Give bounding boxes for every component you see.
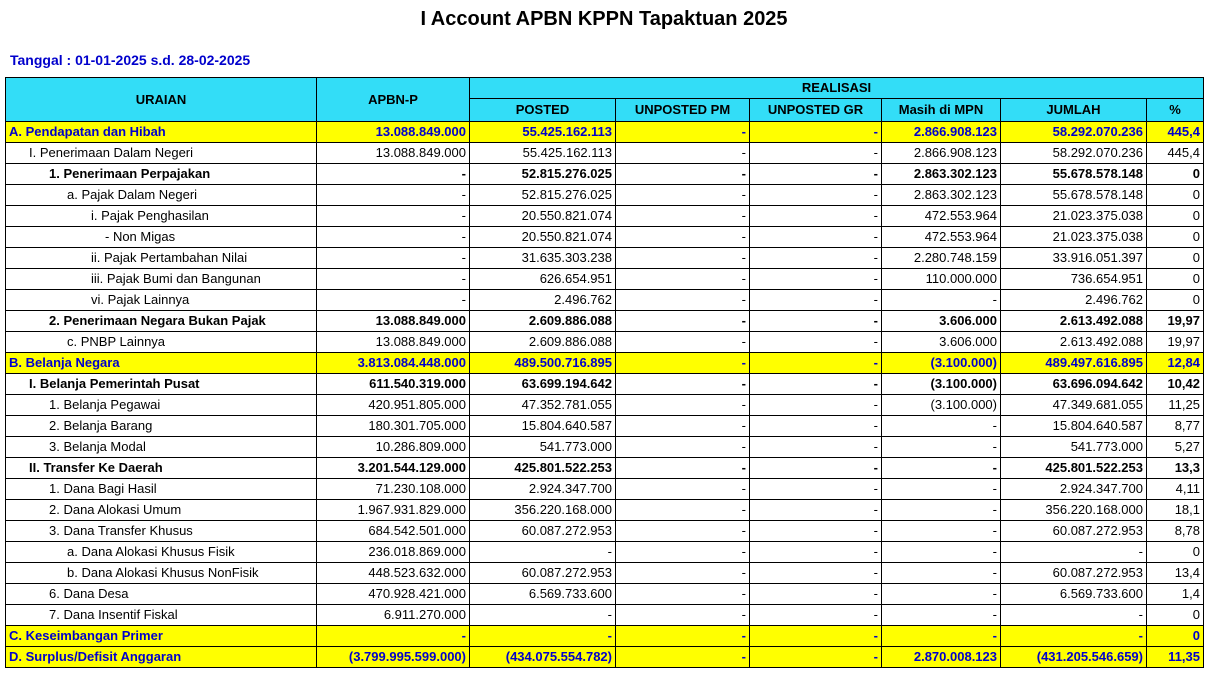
unposted-gr-cell: - <box>750 416 882 437</box>
percent-cell: 12,84 <box>1147 353 1204 374</box>
masih-cell: (3.100.000) <box>882 353 1001 374</box>
apbn-cell: 3.201.544.129.000 <box>317 458 470 479</box>
percent-cell: 0 <box>1147 269 1204 290</box>
uraian-cell: 2. Dana Alokasi Umum <box>6 500 317 521</box>
uraian-cell: a. Pajak Dalam Negeri <box>6 185 317 206</box>
table-row <box>6 500 1204 521</box>
percent-cell: 8,77 <box>1147 416 1204 437</box>
unposted-pm-cell: - <box>616 185 750 206</box>
apbn-cell: - <box>317 248 470 269</box>
posted-cell: 2.496.762 <box>470 290 616 311</box>
unposted-pm-cell: - <box>616 353 750 374</box>
posted-cell: 15.804.640.587 <box>470 416 616 437</box>
jumlah-cell: 2.613.492.088 <box>1001 311 1147 332</box>
apbn-cell: 236.018.869.000 <box>317 542 470 563</box>
uraian-cell: C. Keseimbangan Primer <box>6 626 317 647</box>
table-row <box>6 311 1204 332</box>
header-posted: POSTED <box>470 99 616 122</box>
table-row <box>6 185 1204 206</box>
masih-cell: - <box>882 605 1001 626</box>
header-realisasi: REALISASI <box>470 78 1204 99</box>
table-row <box>6 143 1204 164</box>
uraian-cell: c. PNBP Lainnya <box>6 332 317 353</box>
unposted-pm-cell: - <box>616 332 750 353</box>
uraian-cell: 2. Penerimaan Negara Bukan Pajak <box>6 311 317 332</box>
unposted-pm-cell: - <box>616 605 750 626</box>
masih-cell: 2.863.302.123 <box>882 185 1001 206</box>
table-row <box>6 227 1204 248</box>
jumlah-cell: 21.023.375.038 <box>1001 206 1147 227</box>
table-row <box>6 437 1204 458</box>
jumlah-cell: 2.924.347.700 <box>1001 479 1147 500</box>
posted-cell: - <box>470 626 616 647</box>
uraian-cell: I. Belanja Pemerintah Pusat <box>6 374 317 395</box>
header-percent: % <box>1147 99 1204 122</box>
unposted-gr-cell: - <box>750 605 882 626</box>
table-row <box>6 164 1204 185</box>
masih-cell: - <box>882 626 1001 647</box>
masih-cell: - <box>882 584 1001 605</box>
apbn-cell: 470.928.421.000 <box>317 584 470 605</box>
jumlah-cell: 60.087.272.953 <box>1001 563 1147 584</box>
uraian-cell: B. Belanja Negara <box>6 353 317 374</box>
apbn-cell: - <box>317 164 470 185</box>
apbn-cell: - <box>317 269 470 290</box>
posted-cell: 52.815.276.025 <box>470 185 616 206</box>
jumlah-cell: 47.349.681.055 <box>1001 395 1147 416</box>
unposted-gr-cell: - <box>750 395 882 416</box>
percent-cell: 0 <box>1147 164 1204 185</box>
percent-cell: 8,78 <box>1147 521 1204 542</box>
header-unposted-pm: UNPOSTED PM <box>616 99 750 122</box>
posted-cell: 60.087.272.953 <box>470 563 616 584</box>
uraian-cell: II. Transfer Ke Daerah <box>6 458 317 479</box>
unposted-gr-cell: - <box>750 290 882 311</box>
apbn-cell: 684.542.501.000 <box>317 521 470 542</box>
jumlah-cell: 356.220.168.000 <box>1001 500 1147 521</box>
unposted-pm-cell: - <box>616 458 750 479</box>
table-row <box>6 269 1204 290</box>
jumlah-cell: 21.023.375.038 <box>1001 227 1147 248</box>
posted-cell: 626.654.951 <box>470 269 616 290</box>
unposted-pm-cell: - <box>616 563 750 584</box>
uraian-cell: vi. Pajak Lainnya <box>6 290 317 311</box>
posted-cell: (434.075.554.782) <box>470 647 616 668</box>
masih-cell: - <box>882 542 1001 563</box>
apbn-cell: 13.088.849.000 <box>317 332 470 353</box>
unposted-pm-cell: - <box>616 227 750 248</box>
unposted-gr-cell: - <box>750 248 882 269</box>
posted-cell: - <box>470 605 616 626</box>
unposted-gr-cell: - <box>750 626 882 647</box>
masih-cell: - <box>882 500 1001 521</box>
apbn-table <box>5 77 1204 668</box>
percent-cell: 4,11 <box>1147 479 1204 500</box>
unposted-gr-cell: - <box>750 647 882 668</box>
unposted-gr-cell: - <box>750 227 882 248</box>
unposted-gr-cell: - <box>750 479 882 500</box>
masih-cell: 2.280.748.159 <box>882 248 1001 269</box>
percent-cell: 0 <box>1147 227 1204 248</box>
table-row <box>6 626 1204 647</box>
uraian-cell: i. Pajak Penghasilan <box>6 206 317 227</box>
uraian-cell: D. Surplus/Defisit Anggaran <box>6 647 317 668</box>
apbn-cell: 13.088.849.000 <box>317 311 470 332</box>
percent-cell: 0 <box>1147 185 1204 206</box>
posted-cell: 489.500.716.895 <box>470 353 616 374</box>
jumlah-cell: 15.804.640.587 <box>1001 416 1147 437</box>
unposted-pm-cell: - <box>616 269 750 290</box>
uraian-cell: A. Pendapatan dan Hibah <box>6 122 317 143</box>
unposted-pm-cell: - <box>616 248 750 269</box>
unposted-pm-cell: - <box>616 416 750 437</box>
unposted-gr-cell: - <box>750 500 882 521</box>
unposted-pm-cell: - <box>616 206 750 227</box>
masih-cell: (3.100.000) <box>882 395 1001 416</box>
table-row <box>6 122 1204 143</box>
unposted-pm-cell: - <box>616 500 750 521</box>
unposted-gr-cell: - <box>750 563 882 584</box>
posted-cell: 47.352.781.055 <box>470 395 616 416</box>
posted-cell: 541.773.000 <box>470 437 616 458</box>
jumlah-cell: 6.569.733.600 <box>1001 584 1147 605</box>
apbn-cell: 3.813.084.448.000 <box>317 353 470 374</box>
table-row <box>6 521 1204 542</box>
uraian-cell: 3. Belanja Modal <box>6 437 317 458</box>
table-row <box>6 353 1204 374</box>
posted-cell: 60.087.272.953 <box>470 521 616 542</box>
posted-cell: 55.425.162.113 <box>470 122 616 143</box>
unposted-gr-cell: - <box>750 206 882 227</box>
apbn-cell: 611.540.319.000 <box>317 374 470 395</box>
jumlah-cell: 425.801.522.253 <box>1001 458 1147 479</box>
percent-cell: 5,27 <box>1147 437 1204 458</box>
masih-cell: - <box>882 437 1001 458</box>
unposted-pm-cell: - <box>616 647 750 668</box>
jumlah-cell: 60.087.272.953 <box>1001 521 1147 542</box>
uraian-cell: 1. Dana Bagi Hasil <box>6 479 317 500</box>
percent-cell: 19,97 <box>1147 332 1204 353</box>
percent-cell: 19,97 <box>1147 311 1204 332</box>
header-uraian: URAIAN <box>6 78 317 122</box>
table-row <box>6 563 1204 584</box>
masih-cell: 2.870.008.123 <box>882 647 1001 668</box>
jumlah-cell: 541.773.000 <box>1001 437 1147 458</box>
apbn-cell: 13.088.849.000 <box>317 122 470 143</box>
table-row <box>6 584 1204 605</box>
uraian-cell: a. Dana Alokasi Khusus Fisik <box>6 542 317 563</box>
masih-cell: - <box>882 290 1001 311</box>
table-row <box>6 374 1204 395</box>
percent-cell: 10,42 <box>1147 374 1204 395</box>
unposted-gr-cell: - <box>750 332 882 353</box>
uraian-cell: 7. Dana Insentif Fiskal <box>6 605 317 626</box>
unposted-gr-cell: - <box>750 143 882 164</box>
percent-cell: 0 <box>1147 605 1204 626</box>
table-row <box>6 290 1204 311</box>
apbn-cell: - <box>317 227 470 248</box>
posted-cell: 2.924.347.700 <box>470 479 616 500</box>
masih-cell: - <box>882 563 1001 584</box>
unposted-pm-cell: - <box>616 521 750 542</box>
apbn-cell: - <box>317 626 470 647</box>
masih-cell: (3.100.000) <box>882 374 1001 395</box>
uraian-cell: ii. Pajak Pertambahan Nilai <box>6 248 317 269</box>
uraian-cell: 1. Penerimaan Perpajakan <box>6 164 317 185</box>
header-masih-di-mpn: Masih di MPN <box>882 99 1001 122</box>
masih-cell: 472.553.964 <box>882 227 1001 248</box>
table-row <box>6 332 1204 353</box>
jumlah-cell: 58.292.070.236 <box>1001 122 1147 143</box>
report-title: I Account APBN KPPN Tapaktuan 2025 <box>420 8 788 30</box>
posted-cell: 31.635.303.238 <box>470 248 616 269</box>
unposted-gr-cell: - <box>750 542 882 563</box>
percent-cell: 11,35 <box>1147 647 1204 668</box>
apbn-cell: 71.230.108.000 <box>317 479 470 500</box>
posted-cell: 356.220.168.000 <box>470 500 616 521</box>
unposted-gr-cell: - <box>750 374 882 395</box>
unposted-gr-cell: - <box>750 185 882 206</box>
unposted-pm-cell: - <box>616 437 750 458</box>
percent-cell: 11,25 <box>1147 395 1204 416</box>
jumlah-cell: 55.678.578.148 <box>1001 185 1147 206</box>
jumlah-cell: 736.654.951 <box>1001 269 1147 290</box>
jumlah-cell: 2.496.762 <box>1001 290 1147 311</box>
percent-cell: 13,3 <box>1147 458 1204 479</box>
table-row <box>6 395 1204 416</box>
uraian-cell: 1. Belanja Pegawai <box>6 395 317 416</box>
unposted-gr-cell: - <box>750 353 882 374</box>
percent-cell: 0 <box>1147 206 1204 227</box>
uraian-cell: iii. Pajak Bumi dan Bangunan <box>6 269 317 290</box>
unposted-pm-cell: - <box>616 479 750 500</box>
header-apbn: APBN-P <box>317 78 470 122</box>
unposted-gr-cell: - <box>750 521 882 542</box>
posted-cell: 52.815.276.025 <box>470 164 616 185</box>
masih-cell: - <box>882 479 1001 500</box>
unposted-pm-cell: - <box>616 143 750 164</box>
unposted-pm-cell: - <box>616 584 750 605</box>
uraian-cell: 3. Dana Transfer Khusus <box>6 521 317 542</box>
posted-cell: 2.609.886.088 <box>470 311 616 332</box>
apbn-cell: 6.911.270.000 <box>317 605 470 626</box>
posted-cell: - <box>470 542 616 563</box>
apbn-cell: 448.523.632.000 <box>317 563 470 584</box>
table-row <box>6 605 1204 626</box>
table-row <box>6 206 1204 227</box>
unposted-pm-cell: - <box>616 164 750 185</box>
percent-cell: 18,1 <box>1147 500 1204 521</box>
apbn-cell: - <box>317 206 470 227</box>
report-period: Tanggal : 01-01-2025 s.d. 28-02-2025 <box>10 52 251 68</box>
apbn-cell: 13.088.849.000 <box>317 143 470 164</box>
jumlah-cell: 63.696.094.642 <box>1001 374 1147 395</box>
jumlah-cell: 33.916.051.397 <box>1001 248 1147 269</box>
percent-cell: 445,4 <box>1147 122 1204 143</box>
unposted-gr-cell: - <box>750 437 882 458</box>
jumlah-cell: - <box>1001 626 1147 647</box>
uraian-cell: - Non Migas <box>6 227 317 248</box>
unposted-pm-cell: - <box>616 374 750 395</box>
jumlah-cell: - <box>1001 605 1147 626</box>
table-row <box>6 542 1204 563</box>
header-jumlah: JUMLAH <box>1001 99 1147 122</box>
table-row <box>6 416 1204 437</box>
percent-cell: 0 <box>1147 626 1204 647</box>
posted-cell: 6.569.733.600 <box>470 584 616 605</box>
header-unposted-gr: UNPOSTED GR <box>750 99 882 122</box>
percent-cell: 0 <box>1147 290 1204 311</box>
masih-cell: 2.866.908.123 <box>882 122 1001 143</box>
unposted-gr-cell: - <box>750 458 882 479</box>
unposted-gr-cell: - <box>750 122 882 143</box>
table-row <box>6 479 1204 500</box>
masih-cell: 2.866.908.123 <box>882 143 1001 164</box>
apbn-cell: (3.799.995.599.000) <box>317 647 470 668</box>
masih-cell: 3.606.000 <box>882 311 1001 332</box>
jumlah-cell: 55.678.578.148 <box>1001 164 1147 185</box>
uraian-cell: I. Penerimaan Dalam Negeri <box>6 143 317 164</box>
unposted-pm-cell: - <box>616 290 750 311</box>
table-body <box>6 122 1204 668</box>
uraian-cell: 6. Dana Desa <box>6 584 317 605</box>
table-row <box>6 248 1204 269</box>
posted-cell: 2.609.886.088 <box>470 332 616 353</box>
table-row <box>6 647 1204 668</box>
masih-cell: - <box>882 458 1001 479</box>
percent-cell: 445,4 <box>1147 143 1204 164</box>
masih-cell: - <box>882 521 1001 542</box>
apbn-cell: - <box>317 290 470 311</box>
unposted-gr-cell: - <box>750 269 882 290</box>
unposted-pm-cell: - <box>616 122 750 143</box>
masih-cell: 110.000.000 <box>882 269 1001 290</box>
apbn-cell: 10.286.809.000 <box>317 437 470 458</box>
jumlah-cell: 489.497.616.895 <box>1001 353 1147 374</box>
posted-cell: 425.801.522.253 <box>470 458 616 479</box>
unposted-gr-cell: - <box>750 584 882 605</box>
masih-cell: 472.553.964 <box>882 206 1001 227</box>
jumlah-cell: 2.613.492.088 <box>1001 332 1147 353</box>
percent-cell: 1,4 <box>1147 584 1204 605</box>
unposted-pm-cell: - <box>616 311 750 332</box>
unposted-pm-cell: - <box>616 626 750 647</box>
posted-cell: 20.550.821.074 <box>470 227 616 248</box>
jumlah-cell: - <box>1001 542 1147 563</box>
jumlah-cell: (431.205.546.659) <box>1001 647 1147 668</box>
uraian-cell: 2. Belanja Barang <box>6 416 317 437</box>
percent-cell: 0 <box>1147 248 1204 269</box>
apbn-cell: 1.967.931.829.000 <box>317 500 470 521</box>
unposted-gr-cell: - <box>750 311 882 332</box>
masih-cell: 3.606.000 <box>882 332 1001 353</box>
table-row <box>6 458 1204 479</box>
jumlah-cell: 58.292.070.236 <box>1001 143 1147 164</box>
posted-cell: 63.699.194.642 <box>470 374 616 395</box>
apbn-cell: 180.301.705.000 <box>317 416 470 437</box>
uraian-cell: b. Dana Alokasi Khusus NonFisik <box>6 563 317 584</box>
posted-cell: 20.550.821.074 <box>470 206 616 227</box>
unposted-gr-cell: - <box>750 164 882 185</box>
apbn-cell: 420.951.805.000 <box>317 395 470 416</box>
unposted-pm-cell: - <box>616 542 750 563</box>
percent-cell: 13,4 <box>1147 563 1204 584</box>
percent-cell: 0 <box>1147 542 1204 563</box>
masih-cell: - <box>882 416 1001 437</box>
apbn-cell: - <box>317 185 470 206</box>
posted-cell: 55.425.162.113 <box>470 143 616 164</box>
masih-cell: 2.863.302.123 <box>882 164 1001 185</box>
unposted-pm-cell: - <box>616 395 750 416</box>
